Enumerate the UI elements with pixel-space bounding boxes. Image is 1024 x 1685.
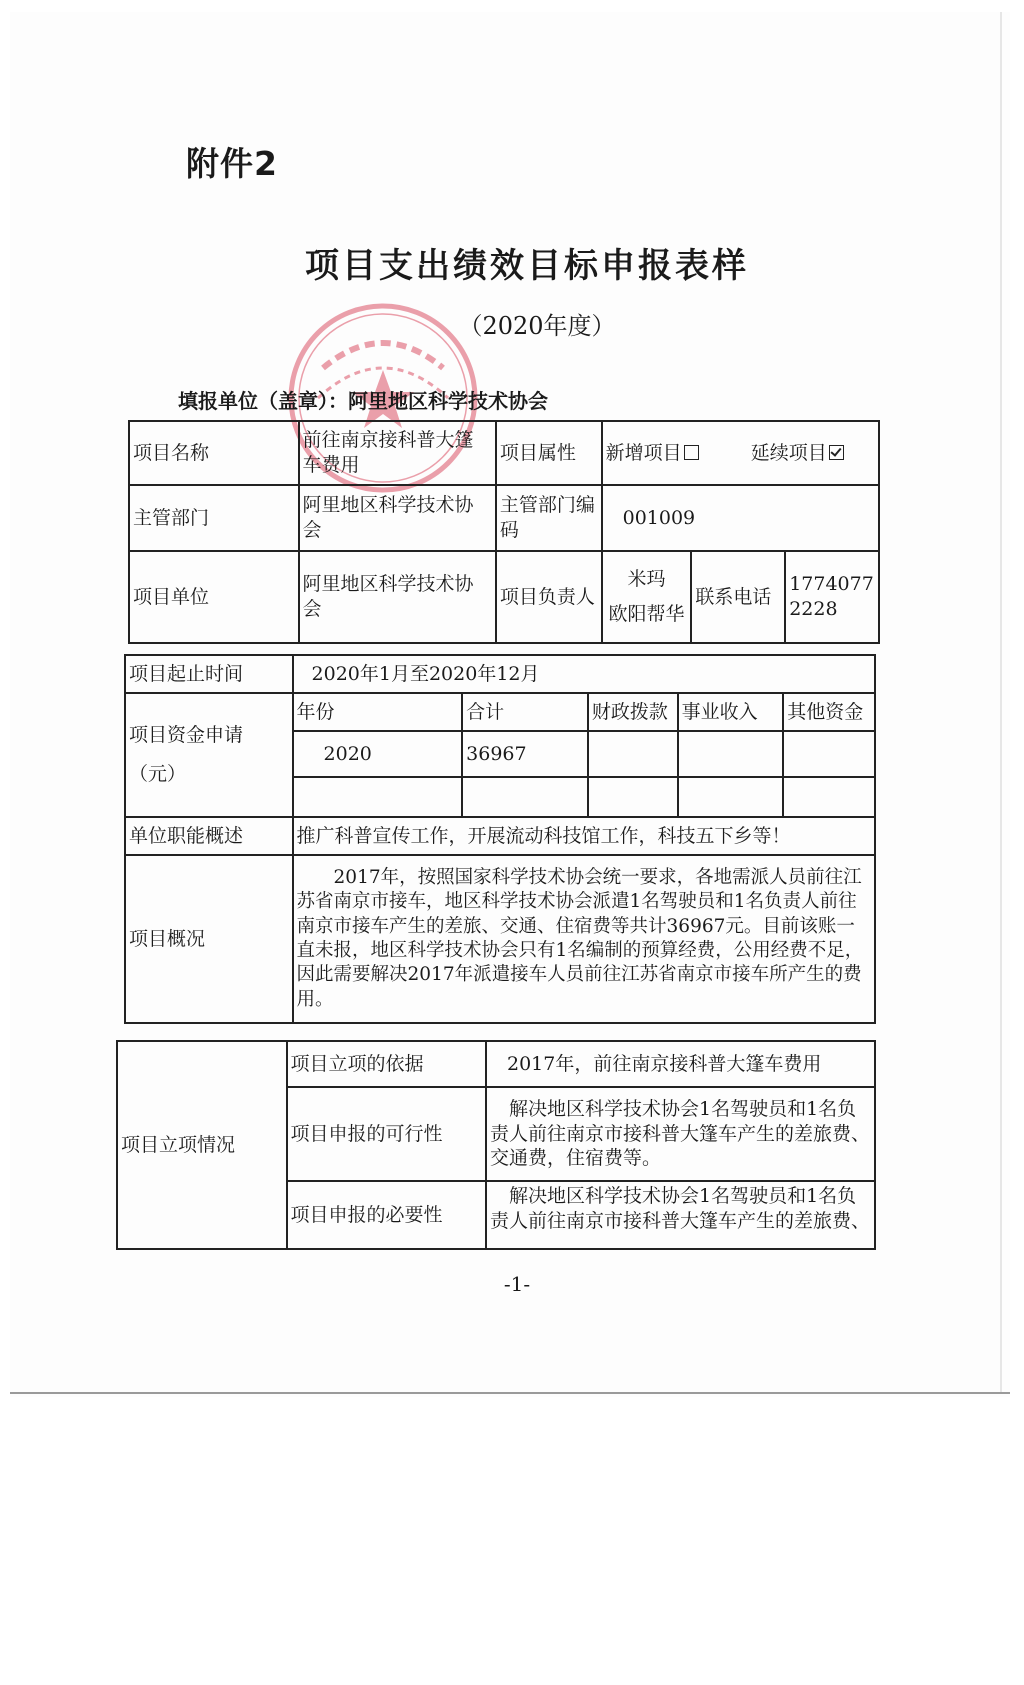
filler-value: 阿里地区科学技术协会 xyxy=(348,389,548,413)
paper-right-edge xyxy=(1000,12,1002,1392)
row-funds-header xyxy=(125,693,875,731)
funds-header-total: 合计 xyxy=(462,693,588,731)
unit-value: 阿里地区科学技术协会 xyxy=(299,551,496,643)
overview-value: 2017年，按照国家科学技术协会统一要求，各地需派人员前往江苏省南京市接车，地区科学技术协会派遣1名驾驶员和1名负责人前往南京市接车产生的差旅、交通、住宿费等共计36967元。目前该账一直未报，地区科学技术协会只有1名编制的预算经费，公用经费不足，因此需要解决2017年派遣接车人员前往江苏省南京市接车所产生的费用。 xyxy=(293,855,875,1023)
funds-unit: （元） xyxy=(129,763,187,785)
overview-label: 项目概况 xyxy=(125,855,293,1023)
document-title: 项目支出绩效目标申报表样 xyxy=(305,246,749,286)
funds-total: 36967 xyxy=(462,731,588,777)
filler-label: 填报单位（盖章）： xyxy=(178,389,348,413)
funds-label: 项目资金申请 xyxy=(129,724,244,747)
page-number: -1- xyxy=(503,1272,531,1296)
necessity-label: 项目申报的必要性 xyxy=(287,1181,486,1249)
duty-label: 单位职能概述 xyxy=(125,817,293,855)
project-name-label: 项目名称 xyxy=(129,421,299,485)
row-project-name xyxy=(129,421,879,485)
funds-header-fiscal: 财政拨款 xyxy=(588,693,678,731)
funds-other xyxy=(783,731,875,777)
funds-empty-1 xyxy=(293,777,463,817)
dept-value: 阿里地区科学技术协会 xyxy=(299,485,496,551)
period-value: 2020年1月至2020年12月 xyxy=(293,655,875,693)
funds-header-other: 其他资金 xyxy=(783,693,875,731)
form-table-bottom xyxy=(116,1040,876,1250)
attachment-label: 附件2 xyxy=(186,144,278,183)
cont-project-checkbox[interactable] xyxy=(829,445,844,460)
necessity-value: 解决地区科学技术协会1名驾驶员和1名负责人前往南京市接科普大篷车产生的差旅费、 xyxy=(486,1181,875,1249)
project-attr-options xyxy=(602,421,879,485)
new-project-checkbox[interactable] xyxy=(684,445,699,460)
unit-label: 项目单位 xyxy=(129,551,299,643)
dept-code-label: 主管部门编码 xyxy=(496,485,602,551)
feasibility-value: 解决地区科学技术协会1名驾驶员和1名负责人前往南京市接科普大篷车产生的差旅费、交通费，住宿费等。 xyxy=(486,1087,875,1181)
row-basis xyxy=(117,1041,875,1087)
filler-unit xyxy=(178,385,548,414)
setup-label: 项目立项情况 xyxy=(117,1041,287,1249)
funds-label-cell xyxy=(125,693,293,817)
period-label: 项目起止时间 xyxy=(125,655,293,693)
leader-value xyxy=(602,551,692,643)
cont-project-label: 延续项目 xyxy=(750,441,827,464)
funds-empty-2 xyxy=(462,777,588,817)
funds-empty-5 xyxy=(783,777,875,817)
funds-fiscal xyxy=(588,731,678,777)
row-overview xyxy=(125,855,875,1023)
basis-label: 项目立项的依据 xyxy=(287,1041,486,1087)
new-project-label: 新增项目 xyxy=(605,441,682,464)
paper-bottom-edge xyxy=(10,1392,1010,1394)
funds-empty-4 xyxy=(678,777,784,817)
feasibility-label: 项目申报的可行性 xyxy=(287,1087,486,1181)
dept-label: 主管部门 xyxy=(129,485,299,551)
funds-header-year: 年份 xyxy=(293,693,463,731)
funds-year: 2020 xyxy=(293,731,463,777)
project-attr-label: 项目属性 xyxy=(496,421,602,485)
phone-label: 联系电话 xyxy=(691,551,785,643)
row-period xyxy=(125,655,875,693)
row-duty xyxy=(125,817,875,855)
project-name-value: 前往南京接科普大篷车费用 xyxy=(299,421,496,485)
leader-label: 项目负责人 xyxy=(496,551,602,643)
basis-value: 2017年，前往南京接科普大篷车费用 xyxy=(486,1041,875,1087)
duty-value: 推广科普宣传工作，开展流动科技馆工作，科技五下乡等！ xyxy=(293,817,875,855)
leader-name-1: 米玛 xyxy=(627,568,666,591)
funds-empty-3 xyxy=(588,777,678,817)
phone-value: 17740772228 xyxy=(785,551,879,643)
form-table-top xyxy=(128,420,880,644)
row-dept xyxy=(129,485,879,551)
funds-business xyxy=(678,731,784,777)
leader-name-2: 欧阳帮华 xyxy=(608,603,685,625)
form-table-middle xyxy=(124,654,876,1024)
document-year: （2020年度） xyxy=(458,312,616,340)
row-unit xyxy=(129,551,879,643)
funds-header-business: 事业收入 xyxy=(678,693,784,731)
dept-code-value: 001009 xyxy=(602,485,879,551)
